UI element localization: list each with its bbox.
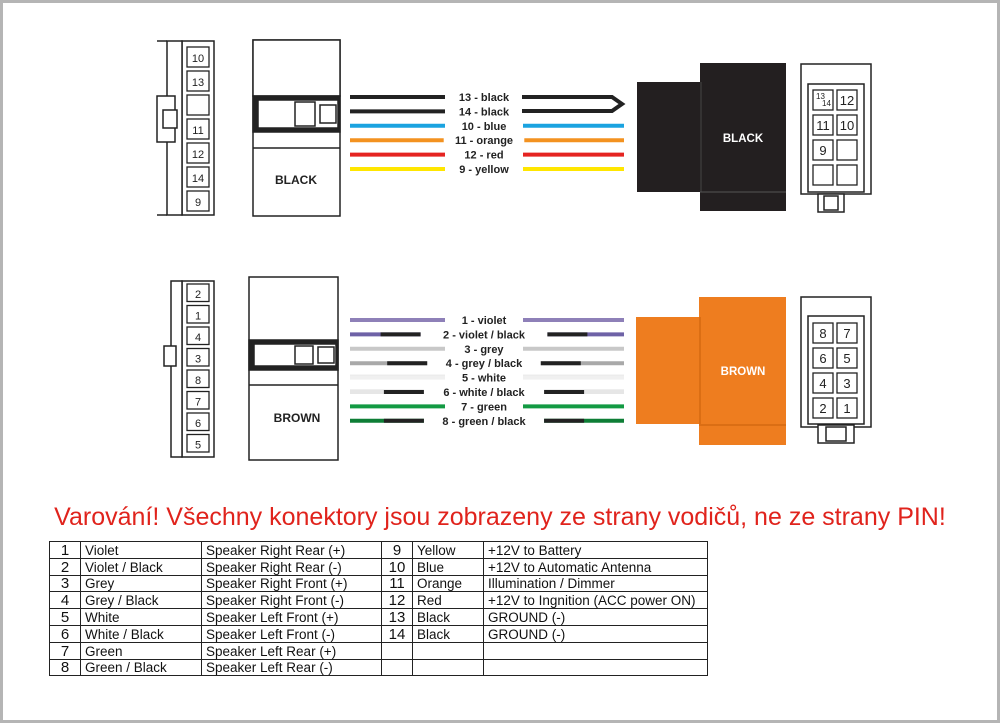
wire-label: 4 - grey / black: [445, 358, 523, 371]
table-cell-function: Speaker Right Rear (+): [202, 542, 382, 559]
black-plug-label: BLACK: [275, 173, 317, 187]
brown-plug-label: BROWN: [273, 411, 321, 425]
side-pin-label: 6: [194, 417, 202, 430]
table-cell-function: Speaker Right Front (+): [202, 575, 382, 592]
face-pin-label: 7: [843, 326, 851, 341]
table-row: [50, 558, 708, 575]
wire-label: 12 - red: [464, 149, 504, 162]
brown-face-view: [801, 297, 871, 443]
table-cell-function: Speaker Left Rear (+): [202, 642, 382, 659]
table-cell-pin: 5: [50, 609, 81, 626]
table-row: [50, 542, 708, 559]
side-pin-label: 5: [194, 439, 202, 452]
table-cell-color2: [413, 659, 484, 676]
black-plug-body: [253, 40, 340, 216]
pin-table: [49, 541, 708, 676]
face-pin-label: 6: [819, 351, 827, 366]
table-cell-pin: 4: [50, 592, 81, 609]
side-pin-label: 7: [194, 396, 202, 409]
table-cell-function2: [484, 642, 708, 659]
black-wires: [350, 92, 624, 176]
table-cell-color: Violet / Black: [81, 558, 202, 575]
wire-label: 5 - white: [461, 372, 507, 385]
side-pin-label: 3: [194, 353, 202, 366]
table-cell-function: Speaker Right Rear (-): [202, 558, 382, 575]
face-pin-label: 3: [843, 376, 851, 391]
face-pin-label: 10: [839, 118, 855, 133]
side-pin-label: 11: [192, 125, 204, 137]
warning-text: Varování! Všechny konektory jsou zobrazeny ze strany vodičů, ne ze strany PIN!: [54, 503, 946, 531]
face-pin-label: 4: [819, 376, 827, 391]
table-cell-pin: 6: [50, 625, 81, 642]
table-cell-function2: [484, 659, 708, 676]
table-cell-pin: 1: [50, 542, 81, 559]
table-cell-pin2: 11: [382, 575, 413, 592]
black-housing-label: BLACK: [722, 133, 764, 145]
table-cell-pin2: 9: [382, 542, 413, 559]
table-cell-function2: GROUND (-): [484, 609, 708, 626]
side-pin-label: 14: [191, 173, 205, 185]
table-cell-pin: 3: [50, 575, 81, 592]
wire-label: 11 - orange: [454, 135, 514, 148]
table-cell-function2: GROUND (-): [484, 625, 708, 642]
side-pin-label: 4: [194, 331, 202, 344]
table-cell-pin2: 13: [382, 609, 413, 626]
table-cell-color: Green / Black: [81, 659, 202, 676]
side-pin-label: 13: [191, 77, 205, 89]
face-pin-label: 9: [819, 143, 827, 158]
table-cell-pin: 7: [50, 642, 81, 659]
table-cell-function: Speaker Right Front (-): [202, 592, 382, 609]
side-pin-label: 1: [194, 310, 202, 323]
table-cell-pin2: 10: [382, 558, 413, 575]
black-wire-arrow: [522, 97, 622, 111]
side-pin-label: 8: [194, 374, 202, 387]
table-cell-function: Speaker Left Front (-): [202, 625, 382, 642]
wire-label: 14 - black: [458, 106, 510, 119]
side-pin-label: 2: [194, 288, 202, 301]
wire-label: 13 - black: [458, 92, 510, 104]
face-pin-label: 13: [816, 92, 825, 101]
wire-label: 2 - violet / black: [443, 329, 525, 342]
table-cell-pin2: [382, 642, 413, 659]
black-side-pins: [187, 47, 209, 211]
brown-housing-label: BROWN: [720, 366, 766, 378]
face-pin-label: 1: [843, 401, 851, 416]
table-cell-color2: Blue: [413, 558, 484, 575]
table-cell-function2: Illumination / Dimmer: [484, 575, 708, 592]
face-pin-label: 11: [816, 118, 830, 133]
table-cell-color: Green: [81, 642, 202, 659]
table-cell-function: Speaker Left Front (+): [202, 609, 382, 626]
brown-plug-body: [249, 277, 338, 460]
wire-label: 3 - grey: [464, 343, 504, 356]
table-row: [50, 642, 708, 659]
wire-label: 9 - yellow: [459, 164, 509, 176]
table-row: [50, 592, 708, 609]
table-cell-pin: 8: [50, 659, 81, 676]
side-pin-label: 9: [194, 197, 202, 209]
table-cell-function2: +12V to Ingnition (ACC power ON): [484, 592, 708, 609]
side-pin-label: 10: [191, 53, 205, 65]
face-pin-cell: [837, 165, 857, 185]
table-cell-function2: +12V to Automatic Antenna: [484, 558, 708, 575]
table-row: [50, 609, 708, 626]
face-pin-label: 5: [843, 351, 851, 366]
face-pin-label: 8: [819, 326, 827, 341]
table-cell-function: Speaker Left Rear (-): [202, 659, 382, 676]
table-cell-pin: 2: [50, 558, 81, 575]
table-cell-pin2: 12: [382, 592, 413, 609]
table-cell-color2: Orange: [413, 575, 484, 592]
side-pin-cell: [187, 95, 209, 115]
table-cell-pin2: [382, 659, 413, 676]
face-pin-label: 14: [822, 99, 831, 108]
face-pin-cell: [837, 140, 857, 160]
table-cell-color2: Red: [413, 592, 484, 609]
table-cell-color2: Black: [413, 609, 484, 626]
table-cell-function2: +12V to Battery: [484, 542, 708, 559]
wire-label: 7 - green: [461, 401, 507, 414]
table-cell-color: White: [81, 609, 202, 626]
table-cell-color: Grey: [81, 575, 202, 592]
black-face-view: [801, 64, 871, 212]
face-pin-label: 12: [839, 93, 855, 108]
brown-wires: [350, 315, 624, 428]
table-cell-color2: [413, 642, 484, 659]
wire-label: 10 - blue: [461, 120, 507, 133]
face-pin-cell: [813, 165, 833, 185]
table-cell-color: White / Black: [81, 625, 202, 642]
table-row: [50, 575, 708, 592]
wire-label: 1 - violet: [461, 315, 507, 327]
table-cell-color: Violet: [81, 542, 202, 559]
black-housing: [637, 63, 786, 211]
wire-label: 8 - green / black: [442, 415, 526, 428]
side-pin-label: 12: [191, 149, 205, 161]
table-row: [50, 625, 708, 642]
table-row: [50, 659, 708, 676]
table-cell-color2: Yellow: [413, 542, 484, 559]
table-cell-color: Grey / Black: [81, 592, 202, 609]
wire-label: 6 - white / black: [443, 387, 525, 399]
face-pin-label: 2: [819, 401, 827, 416]
table-cell-pin2: 14: [382, 625, 413, 642]
table-cell-color2: Black: [413, 625, 484, 642]
